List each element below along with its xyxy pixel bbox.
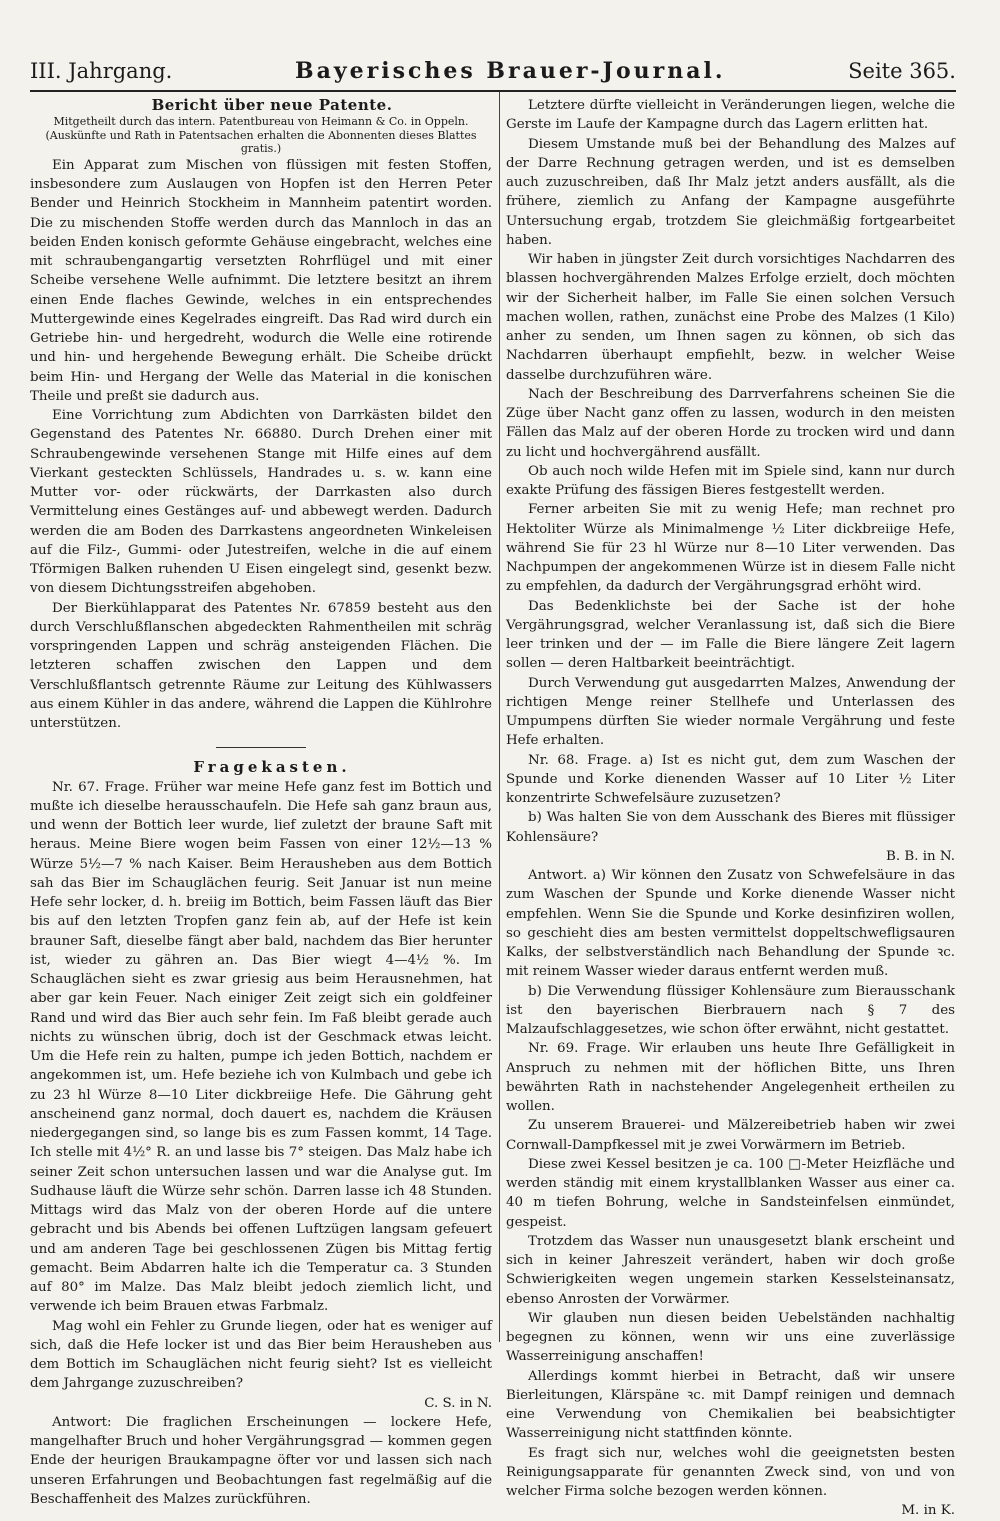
question-67-cont (30, 1317, 492, 1413)
page-header (30, 58, 956, 88)
patente-note: (Auskünfte und Rath in Patentsachen erhalten die Abonnenten dieses Blattes gratis.) (45, 128, 477, 156)
question-69-paragraph: Zu unserem Brauerei- und Mälzereibetrieb haben wir zwei Cornwall-Dampfkessel mit je zwei Vorwärmern im Betrieb. (506, 1118, 955, 1153)
volume-label: III. Jahrgang. (30, 59, 173, 83)
question-68: Nr. 68. Frage. a) Ist es nicht gut, dem zum Waschen der Spunde und Korke dienenden Wasser auf 10 Liter ½ Liter konzentrirte Schwefelsäure zuzusetzen? (506, 752, 955, 806)
answer-paragraph: Letztere dürfte vielleicht in Veränderungen liegen, welche die Gerste im Laufe der Kampagne durch das Lagern erlitten hat. (506, 98, 955, 133)
question-69-last (506, 1444, 955, 1521)
answer-67: Antwort: Die fraglichen Erscheinungen — lockere Hefe, mangelhafter Bruch und hoher Vergährungsgrad — kommen gegen Ende der heurigen Braukampagne öfter vor und lassen sich nach unseren Erfahrungen und Beobachtungen fast regelmäßig auf die Beschaffenheit des Malzes zurückführen. (30, 1414, 492, 1507)
question-69-paragraph: Wir glauben nun diesen beiden Uebelständen nachhaltig begegnen zu können, wenn wir uns eine zuverlässige Wasserreinigung anschaffen! (506, 1310, 955, 1365)
header-rule (30, 90, 956, 92)
question-69: Nr. 69. Frage. Wir erlauben uns heute Ihre Gefälligkeit in Anspruch zu nehmen mit der höflichen Bitte, uns Ihren bewährten Rath in nachstehender Angelegenheit ertheilen zu wollen. (506, 1041, 955, 1114)
patente-title: Bericht über neue Patente. (151, 96, 393, 114)
answer-paragraph: Diesem Umstande muß bei der Behandlung des Malzes auf der Darre Rechnung getragen werden, und ist es demselben auch zuzuschreiben, daß Ihr Malz jetzt anders ausfällt, als die frühere, ziemlich zu Anfang der Kampagne ausgeführte Untersuchung ergab, trotzdem Sie gleichmäßig fortgearbeitet haben. (506, 136, 955, 248)
column-divider (499, 92, 500, 1342)
question-67-text: Mag wohl ein Fehler zu Grunde liegen, oder hat es weniger auf sich, daß die Hefe locker ist und das Bier beim Herausheben aus dem Bottich im Schauglächen nicht feurig sieht? Ist es vielleicht dem Jahrgange zuzuschreiben? (30, 1318, 492, 1392)
fragekasten-title: Fragekasten. (193, 758, 351, 777)
answer-paragraph: Ferner arbeiten Sie mit zu wenig Hefe; man rechnet pro Hektoliter Würze als Minimalmenge ½ Liter dickbreiige Hefe, während Sie für 23 hl Würze nur 8—10 Liter verwenden. Das Nachpumpen der angekommenen Würze ist in diesem Falle nicht zu empfehlen, da dadurch der Vergährungsgrad erhöht wird. (506, 502, 955, 595)
question-69-text: Es fragt sich nur, welches wohl die geeignetsten besten Reinigungsapparate für genannten Zweck sind, von und von welcher Firma solche bezogen werden können. (506, 1445, 955, 1499)
section-divider (216, 747, 306, 748)
signature: C. S. in N. (424, 1395, 492, 1411)
answer-paragraph: Wir haben in jüngster Zeit durch vorsichtiges Nachdarren des blassen hochvergährenden Malzes Erfolge erzielt, doch möchten wir der Sicherheit halber, im Falle Sie einen solchen Versuch machen wollen, rathen, zunächst eine Probe des Malzes (1 Kilo) anher zu senden, um Ihnen sagen zu können, ob sich das Nachdarren überhaupt empfiehlt, bezw. in welcher Weise dasselbe durchzuführen wäre. (506, 252, 955, 383)
answer-paragraph: Durch Verwendung gut ausgedarrten Malzes, Anwendung der richtigen Menge reiner Stellhefe und Unterlassen des Umpumpens dürften Sie wieder normale Vergährung und feste Hefe erhalten. (506, 675, 955, 749)
signature: M. in K. (901, 1503, 955, 1519)
patente-paragraph: Ein Apparat zum Mischen von flüssigen mit festen Stoffen, insbesondere zum Auslaugen von Hopfen ist den Herren Peter Bender und Heinrich Stockheim in Mannheim patentirt worden. Die zu mischenden Stoffe werden durch das Mannloch in das an beiden Enden konisch geformte Gehäuse eingebracht, welches eine mit schraubengangartig versetzten Rohrflügel und mit einer Scheibe versehene Welle aufnimmt. Die letztere besitzt an ihrem einen Ende flaches Gewinde, welches in ein entsprechendes Muttergewinde eines Kegelrades eingreift. Das Rad wird durch ein Getriebe hin- und hergedreht, wodurch die Welle eine rotirende und hin- und hergehende Bewegung erhält. Die Scheibe drückt beim Hin- und Hergang der Welle das Material in die konischen Theile und preßt sie dadurch aus. (30, 157, 492, 404)
question-68-b-text: b) Was halten Sie von dem Ausschank des Bieres mit flüssiger Kohlensäure? (506, 810, 955, 845)
right-column (506, 96, 955, 1521)
question-69-paragraph: Diese zwei Kessel besitzen je ca. 100 □-Meter Heizfläche und werden ständig mit einem krystallblanken Wasser aus einer ca. 40 m tiefen Bohrung, welche in Sandsteinfelsen einmündet, gespeist. (506, 1156, 955, 1230)
left-column (30, 96, 492, 1509)
question-69-paragraph: Trotzdem das Wasser nun unausgesetzt blank erscheint und sich in keiner Jahreszeit verändert, haben wir doch große Schwierigkeiten wegen ungemein starken Kesselsteinansatz, ebenso Anrosten der Vorwärmer. (506, 1233, 955, 1307)
journal-title: Bayerisches Brauer-Journal. (295, 58, 726, 84)
question-68-b (506, 808, 955, 866)
answer-paragraph: Das Bedenklichste bei der Sache ist der hohe Vergährungsgrad, welcher Veranlassung ist, daß sich die Biere leer trinken und der — im Falle die Biere längere Zeit lagern sollen — deren Haltbarkeit beeinträchtigt. (506, 598, 955, 672)
question-67: Nr. 67. Frage. Früher war meine Hefe ganz fest im Bottich und mußte ich dieselbe herausschaufeln. Die Hefe sah ganz braun aus, und wenn der Bottich leer wurde, lief zuletzt der braune Saft mit heraus. Meine Biere wogen beim Fassen von einer 12½—13 % Würze 5½—7 % nach Kaiser. Beim Herausheben aus dem Bottich sah das Bier im Schauglächen feurig. Seit Januar ist nun meine Hefe sehr locker, d. h. breiig im Bottich, beim Fassen läuft das Bier bis auf den letzten Tropfen ganz fein ab, auf der Hefe ist kein brauner Saft, dieselbe fängt aber bald, nachdem das Bier herunter ist, wieder zu gähren an. Das Bier wiegt 4—4½ %. Im Schauglächen sieht es zwar griesig aus beim Herausnehmen, hat aber gar kein Feuer. Nach einiger Zeit zeigt sich ein goldfeiner Rand und wird das Bier auch sehr fein. Im Faß bleibt gerade auch nichts zu wünschen übrig, doch ist der Geschmack etwas leicht. Um die Hefe rein zu halten, pumpe ich jeden Bottich, nachdem er angekommen ist, um. Hefe beziehe ich von Kulmbach und gebe ich zu 23 hl Würze 8—10 Liter dickbreiige Hefe. Die Gährung geht anscheinend ganz normal, doch dauert es, nachdem die Kräusen niedergegangen sind, so lange bis es zum Fassen kommt, 14 Tage. Ich stelle mit 4½° R. an und lasse bis 7° steigen. Das Malz habe ich seiner Zeit schon untersuchen lassen und war die Analyse gut. Im Sudhause läuft die Würze sehr schön. Darren lasse ich 48 Stunden. Mittags wird das Malz von der oberen Horde auf die untere gebracht und bis Abends bei offenen Luftzügen langsam gefeuert und am anderen Tage bei geschlossenen Zügen bis Mittag fertig gemacht. Beim Abdarren halte ich die Temperatur ca. 3 Stunden auf 80° im Malze. Das Malz bleibt jedoch ziemlich licht, und verwende ich beim Brauen etwas Farbmalz. (30, 779, 492, 1315)
question-69-paragraph: Allerdings kommt hierbei in Betracht, daß wir unsere Bierleitungen, Klärspäne ꝛc. mit Dampf reinigen und demnach eine Verwendung von Chemikalien bei beabsichtigter Wasserreinigung nicht stattfinden könnte. (506, 1368, 955, 1442)
signature: B. B. in N. (886, 848, 955, 864)
patente-credit: Mitgetheilt durch das intern. Patentbureau von Heimann & Co. in Oppeln. (53, 115, 469, 129)
patente-paragraph: Eine Vorrichtung zum Abdichten von Darrkästen bildet den Gegenstand des Patentes Nr. 66880. Durch Drehen einer mit Schraubengewinde versehenen Stange mit Hilfe eines auf dem Vierkant gesteckten Schlüssels, Handrades u. s. w. kann eine Mutter vor- oder rückwärts, der Darrkasten also durch Vermittelung eines Gestänges auf- und abbewegt werden. Dadurch werden die am Boden des Darrkastens angeordneten Winkeleisen auf die Filz-, Gummi- oder Jutestreifen, welche in die auf einem Tförmigen Balken ruhenden U Eisen eingelegt sind, gesenkt bezw. von diesem Dichtungsstreifen abgehoben. (30, 408, 492, 597)
answer-paragraph: Nach der Beschreibung des Darrverfahrens scheinen Sie die Züge über Nacht ganz offen zu lassen, wodurch in den meisten Fällen das Malz auf der oberen Horde zu trocken wird und dann zu licht und hochvergährend ausfällt. (506, 386, 955, 460)
answer-68-b: b) Die Verwendung flüssiger Kohlensäure zum Bierausschank ist den bayerischen Bierbrauern nach § 7 des Malzaufschlaggesetzes, wie schon öfter erwähnt, nicht gestattet. (506, 983, 955, 1037)
answer-paragraph: Ob auch noch wilde Hefen mit im Spiele sind, kann nur durch exakte Prüfung des fässigen Bieres festgestellt werden. (506, 463, 955, 498)
patente-paragraph: Der Bierkühlapparat des Patentes Nr. 67859 besteht aus den durch Verschlußflanschen abgedeckten Rahmentheilen mit schräg vorspringenden Lappen und schräg ansteigenden Flächen. Die letzteren schaffen zwischen den Lappen und dem Verschlußflantsch getrennte Räume zur Leitung des Kühlwassers aus einem Kühler in das andere, während die Lappen die Kühlrohre unterstützen. (30, 600, 492, 731)
page-number: Seite 365. (848, 59, 956, 83)
answer-68-a: Antwort. a) Wir können den Zusatz von Schwefelsäure in das zum Waschen der Spunde und Korke dienende Wasser nicht empfehlen. Wenn Sie die Spunde und Korke desinfiziren wollen, so geschieht dies am besten vermittelst doppeltschwefligsauren Kalks, der selbstverständlich nach Behandlung der Spunde ꝛc. mit reinem Wasser wieder daraus entfernt werden muß. (506, 868, 955, 980)
